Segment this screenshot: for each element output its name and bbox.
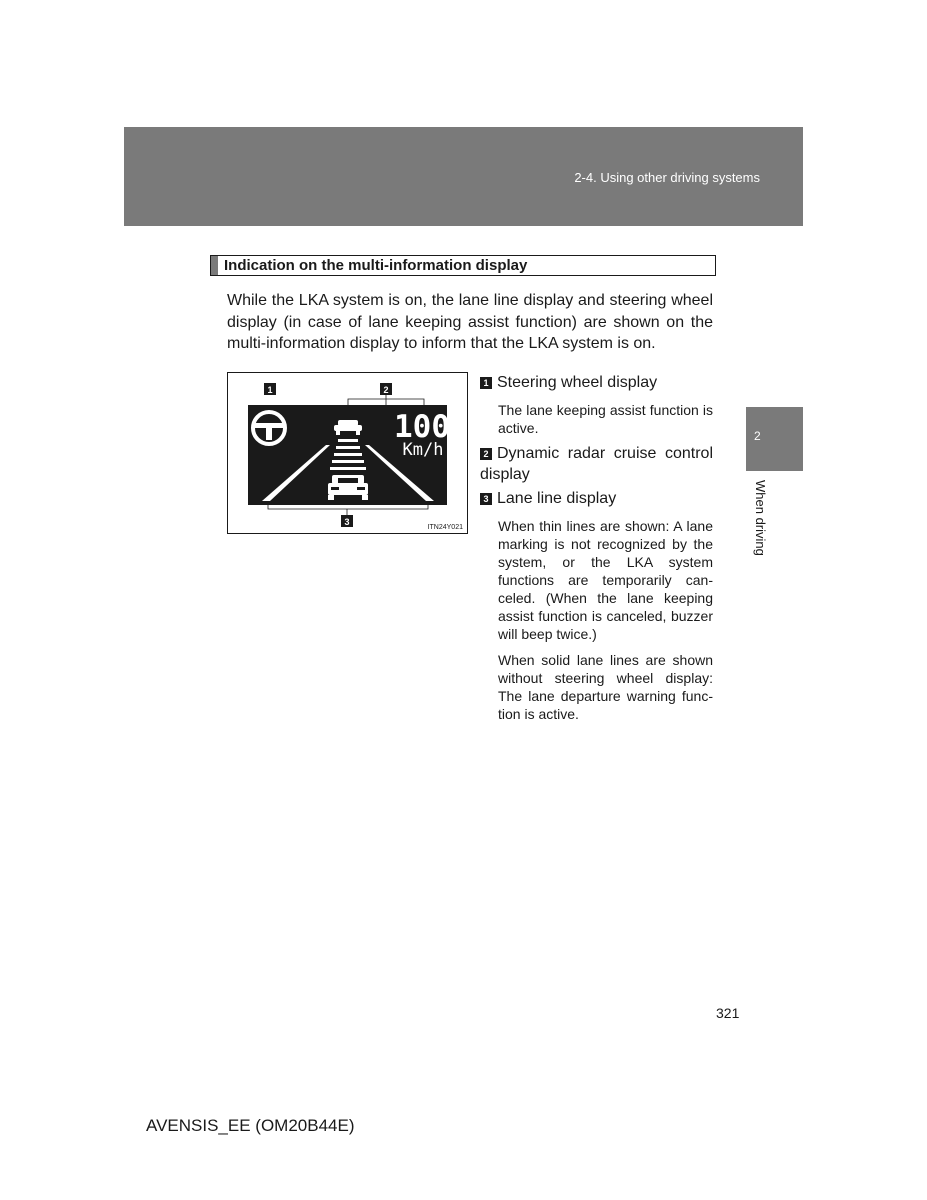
intro-paragraph: While the LKA system is on, the lane line display and steering wheel display (in case of lane keeping assist function) are shown on the multi-information display to inform that the LKA system is on.	[227, 292, 713, 352]
item-3-number: 3	[480, 493, 492, 505]
item-1-label: Steering wheel display	[497, 374, 658, 391]
item-2-number: 2	[480, 448, 492, 460]
item-1-title	[480, 372, 713, 393]
item-3-title	[480, 488, 713, 509]
callout-1: 1	[267, 385, 273, 395]
speed-value: 100	[394, 409, 450, 445]
figure-code: ITN24Y021	[427, 524, 463, 531]
item-1-number: 1	[480, 377, 492, 389]
speed-unit: Km/h	[402, 440, 444, 460]
item-3-description-thin-lines: When thin lines are shown: A lane marking is not recognized by the system, or the LKA system functions are temporarily can-celed. (When the lane keeping assist function is canceled, buzzer will beep twice.)	[498, 518, 713, 642]
chapter-label: When driving	[753, 480, 768, 556]
item-3-description-solid-lines: When solid lane lines are shown without steering wheel display: The lane departure warning func-tion is active.	[498, 652, 713, 722]
legend-list	[480, 372, 713, 729]
section-reference: 2-4. Using other driving systems	[574, 170, 760, 185]
display-figure	[227, 372, 468, 534]
item-2-label: Dynamic radar cruise control display	[480, 445, 713, 483]
item-3-label: Lane line display	[497, 490, 617, 507]
multi-information-display-illustration	[228, 373, 467, 533]
section-heading	[210, 255, 716, 276]
section-heading-text: Indication on the multi-information display	[224, 257, 528, 274]
callout-2: 2	[383, 385, 389, 395]
item-1-description: The lane keeping assist function is active.	[498, 402, 713, 436]
chapter-number: 2	[754, 429, 761, 443]
model-code: AVENSIS_EE (OM20B44E)	[146, 1116, 355, 1135]
item-2-title	[480, 443, 713, 485]
heading-marker	[211, 256, 218, 275]
page-number: 321	[716, 1005, 740, 1021]
callout-3: 3	[344, 517, 350, 527]
